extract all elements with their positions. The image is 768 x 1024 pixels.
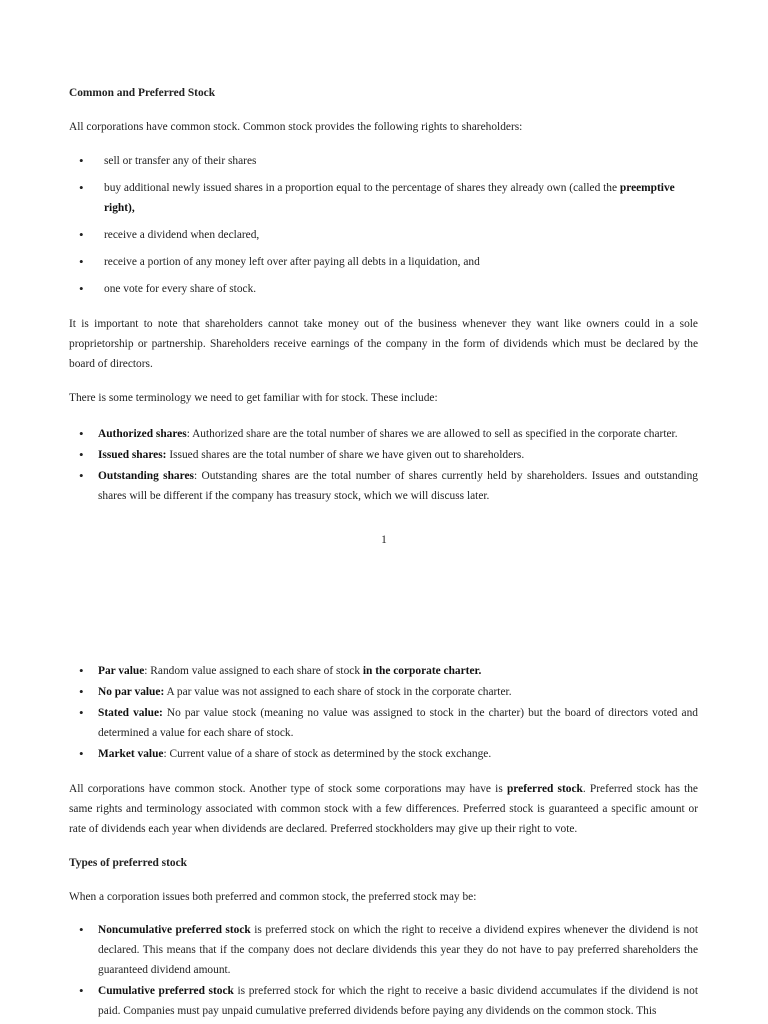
list-item: • Noncumulative preferred stock is preferred stock on which the right to receive a dividend expires whenever the dividend is not declared. This means that if the company does not declare dividends this year they do not have to pay preferred shareholders the guaranteed dividend amount.: [69, 920, 698, 980]
section-heading: Common and Preferred Stock: [69, 87, 216, 99]
list-item: • Market value: Current value of a share of stock as determined by the stock exchange.: [69, 744, 698, 764]
note-paragraph: It is important to note that shareholders cannot take money out of the business whenever they want like owners could in a sole proprietorship or partnership. Shareholders receive earnings of the company in the form of dividends which must be declared by the board of directors.: [69, 318, 698, 370]
list-item: • receive a dividend when declared,: [69, 225, 698, 245]
types-intro: When a corporation issues both preferred and common stock, the preferred stock may be:: [69, 891, 477, 903]
list-item: • Par value: Random value assigned to each share of stock in the corporate charter.: [69, 661, 698, 681]
preferred-paragraph: All corporations have common stock. Another type of stock some corporations may have is preferred stock. Preferred stock has the same rights and terminology associated with common stock with a few differences. Preferred stock is guaranteed a specific amount or rate of dividends each year when dividends are declared. Preferred stockholders may give up their right to vote.: [69, 783, 698, 835]
list-item: • No par value: A par value was not assigned to each share of stock in the corporate charter.: [69, 682, 698, 702]
page-number: 1: [381, 534, 387, 546]
list-item: • Cumulative preferred stock is preferred stock for which the right to receive a basic dividend accumulates if the dividend is not paid. Companies must pay unpaid cumulative preferred dividends before paying any dividends on the common stock. This: [69, 981, 698, 1021]
list-item: • Outstanding shares: Outstanding shares are the total number of shares currently held by shareholders. Issues and outstanding shares will be different if the company has treasury stock, which we will discuss later.: [69, 466, 698, 506]
list-item: • sell or transfer any of their shares: [69, 151, 698, 171]
terminology-list: [69, 424, 698, 506]
list-item: • receive a portion of any money left over after paying all debts in a liquidation, and: [69, 252, 698, 272]
types-list: [69, 920, 698, 1021]
list-item: • Issued shares: Issued shares are the total number of share we have given out to shareholders.: [69, 445, 698, 465]
rights-list: [69, 151, 698, 299]
stock-values-list: [69, 661, 698, 764]
intro-paragraph: All corporations have common stock. Common stock provides the following rights to shareholders:: [69, 121, 523, 133]
list-item: • Authorized shares: Authorized share are the total number of shares we are allowed to sell as specified in the corporate charter.: [69, 424, 698, 444]
list-item: • buy additional newly issued shares in a proportion equal to the percentage of shares they already own (called the preemptive right),: [69, 178, 698, 218]
terminology-intro: There is some terminology we need to get familiar with for stock. These include:: [69, 392, 438, 404]
list-item: • one vote for every share of stock.: [69, 279, 698, 299]
list-item: • Stated value: No par value stock (meaning no value was assigned to stock in the charter) but the board of directors voted and determined a value for each share of stock.: [69, 703, 698, 743]
types-heading: Types of preferred stock: [69, 857, 187, 869]
